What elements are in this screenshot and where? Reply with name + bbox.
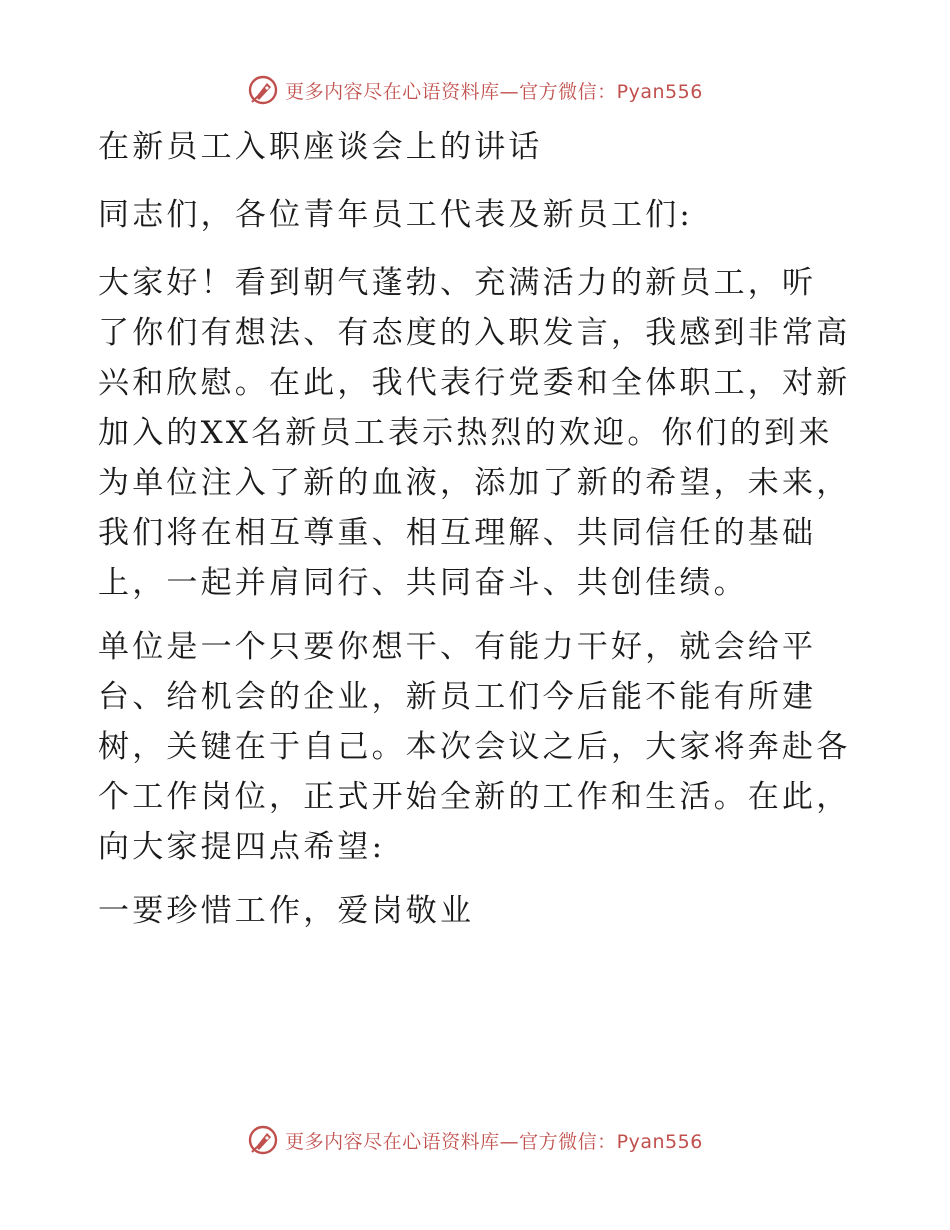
salutation: 同志们，各位青年员工代表及新员工们:	[98, 197, 694, 233]
paragraph-line: 我们将在相互尊重、相互理解、共同信任的基础	[98, 515, 817, 551]
paragraph-line: 向大家提四点希望:	[98, 829, 386, 865]
paragraph-welcome	[98, 258, 858, 608]
section-heading: 一要珍惜工作，爱岗敬业	[98, 893, 475, 929]
paragraph-line: 单位是一个只要你想干、有能力干好，就会给平	[98, 629, 817, 665]
document-body	[98, 122, 858, 936]
pen-nib-logo-icon	[247, 74, 279, 106]
paragraph-line: 了你们有想法、有态度的入职发言，我感到非常高	[98, 315, 851, 351]
paragraph-line: 为单位注入了新的血液，添加了新的希望，未来，	[98, 465, 851, 501]
paragraph-line: 树，关键在于自己。本次会议之后，大家将奔赴各	[98, 729, 851, 765]
paragraph-line: 加入的XX名新员工表示热烈的欢迎。你们的到来	[98, 415, 833, 451]
paragraph-line: 个工作岗位，正式开始全新的工作和生活。在此，	[98, 779, 851, 815]
header-banner-text: 更多内容尽在心语资料库—官方微信：Pyan556	[285, 80, 703, 103]
paragraph-expectations	[98, 622, 858, 872]
paragraph-line: 兴和欣慰。在此，我代表行党委和全体职工，对新	[98, 365, 851, 401]
document-title: 在新员工入职座谈会上的讲话	[98, 129, 543, 165]
paragraph-line: 大家好！看到朝气蓬勃、充满活力的新员工，听	[98, 265, 817, 301]
pen-nib-logo-icon	[247, 1124, 279, 1156]
footer-banner-text: 更多内容尽在心语资料库—官方微信：Pyan556	[285, 1130, 703, 1153]
paragraph-line: 台、给机会的企业，新员工们今后能不能有所建	[98, 679, 817, 715]
paragraph-line: 上，一起并肩同行、共同奋斗、共创佳绩。	[98, 565, 748, 601]
header-banner	[0, 70, 950, 110]
footer-banner	[0, 1120, 950, 1160]
